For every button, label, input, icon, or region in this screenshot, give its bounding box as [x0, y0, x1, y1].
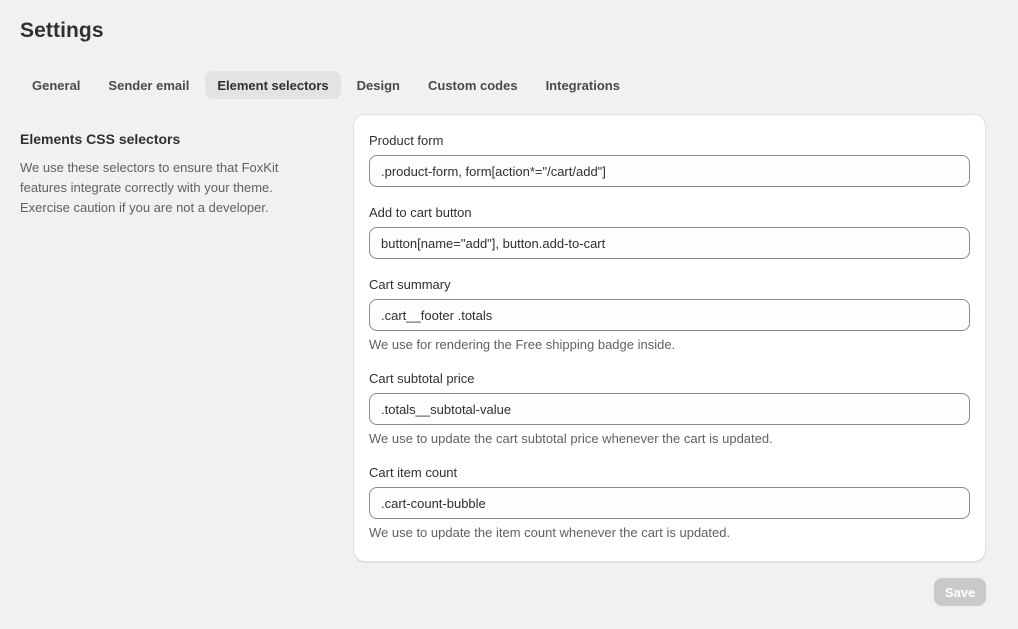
field-cart-summary — [369, 275, 970, 353]
field-label: Cart item count — [369, 465, 458, 480]
page-title: Settings — [20, 19, 104, 42]
field-label: Add to cart button — [369, 205, 472, 220]
cart-summary-input[interactable] — [369, 299, 970, 331]
tab-integrations[interactable]: Integrations — [534, 71, 632, 99]
field-help-text: We use for rendering the Free shipping badge inside. — [369, 337, 676, 352]
field-add-to-cart-button — [369, 203, 970, 259]
section-heading: Elements CSS selectors — [20, 131, 181, 147]
field-help-text: We use to update the cart subtotal price whenever the cart is updated. — [369, 431, 773, 446]
settings-tabs — [20, 71, 632, 99]
field-label: Cart summary — [369, 277, 451, 292]
tab-sender-email[interactable]: Sender email — [96, 71, 201, 99]
field-help-text: We use to update the item count whenever the cart is updated. — [369, 525, 731, 540]
section-info — [20, 131, 320, 218]
add-to-cart-button-input[interactable] — [369, 227, 970, 259]
tab-custom-codes[interactable]: Custom codes — [416, 71, 530, 99]
field-product-form — [369, 131, 970, 187]
tab-design[interactable]: Design — [345, 71, 412, 99]
field-cart-item-count — [369, 463, 970, 541]
cart-subtotal-price-input[interactable] — [369, 393, 970, 425]
field-label: Cart subtotal price — [369, 371, 475, 386]
cart-item-count-input[interactable] — [369, 487, 970, 519]
field-cart-subtotal-price — [369, 369, 970, 447]
tab-general[interactable]: General — [20, 71, 92, 99]
tab-element-selectors[interactable]: Element selectors — [205, 71, 340, 99]
selectors-card — [353, 114, 986, 562]
field-label: Product form — [369, 133, 444, 148]
save-button[interactable]: Save — [934, 578, 986, 606]
section-description: We use these selectors to ensure that FoxKit features integrate correctly with your theme. Exercise caution if you are not a developer. — [20, 160, 279, 215]
product-form-input[interactable] — [369, 155, 970, 187]
